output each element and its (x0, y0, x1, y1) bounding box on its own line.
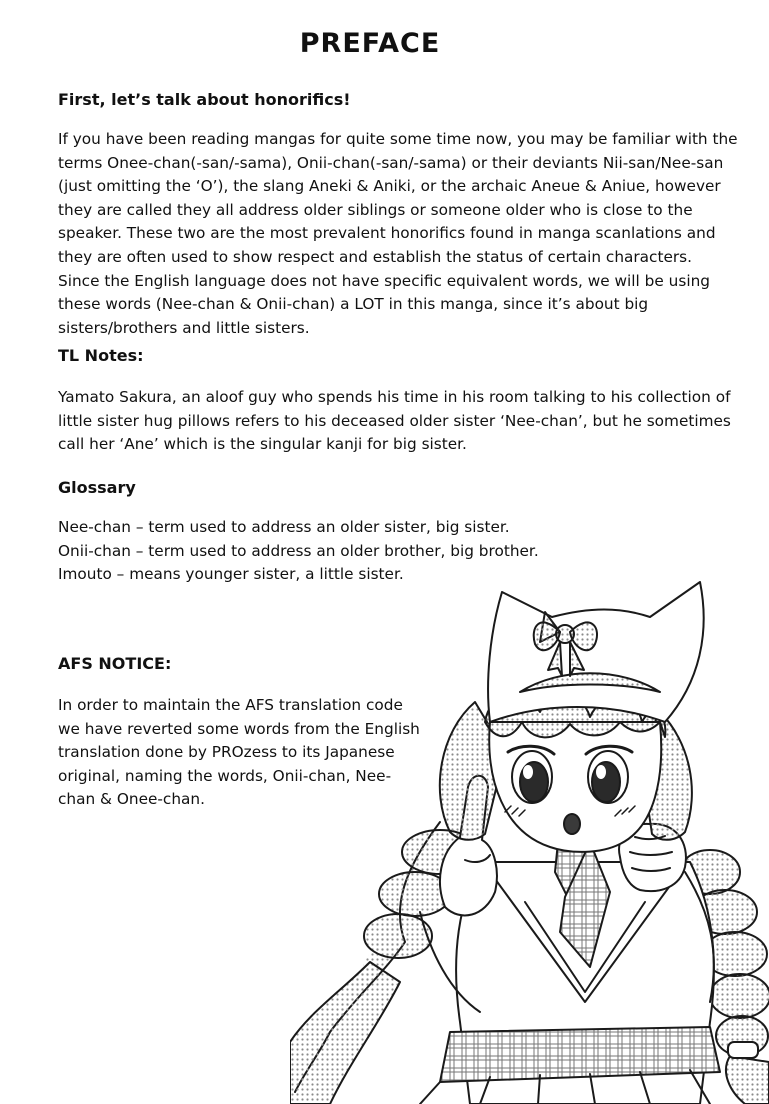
afs-notice-heading: AFS NOTICE: (58, 654, 172, 673)
glossary-heading: Glossary (58, 478, 136, 497)
honorifics-paragraph: If you have been reading mangas for quite some time now, you may be familiar with the terms Onee-chan(-san/-sama), Onii-chan(-san/-sama) or their deviants Nii-san/Nee-san (just omitting the ‘O’), the slang Aneki & Aniki, or the archaic Aneue & Aniue, however they are called they all address older siblings or someone older who is close to the speaker. These two are the most prevalent honorifics found in manga scanlations and they are often used to show respect and establish the status of certain characters. Since the English language does not have specific equivalent words, we will be using these words (Nee-chan & Onii-chan) a LOT in this manga, since it’s about big sisters/brothers and little sisters. (58, 130, 738, 337)
tl-notes-heading: TL Notes: (58, 346, 144, 365)
manga-girl-illustration (290, 572, 769, 1104)
glossary-item-imouto: Imouto – means younger sister, a little sister. (58, 565, 404, 584)
tl-notes-paragraph: Yamato Sakura, an aloof guy who spends his time in his room talking to his collection of little sister hug pillows refers to his deceased older sister ‘Nee-chan’, but he sometimes call her ‘Ane’ which is the singular kanji for big sister. (58, 388, 731, 454)
honorifics-heading: First, let’s talk about honorifics! (58, 90, 351, 109)
face (485, 694, 665, 852)
cat-ear-hat (488, 582, 704, 722)
afs-notice-paragraph: In order to maintain the AFS translation code we have reverted some words from the English translation done by PROzess to its Japanese original, naming the words, Onii-chan, Nee-chan & Onee-chan. (58, 696, 420, 809)
glossary-item-onii-chan: Onii-chan – term used to address an older brother, big brother. (58, 541, 539, 560)
glossary-item-nee-chan: Nee-chan – term used to address an older sister, big sister. (58, 518, 510, 536)
page-title: PREFACE (299, 28, 441, 59)
